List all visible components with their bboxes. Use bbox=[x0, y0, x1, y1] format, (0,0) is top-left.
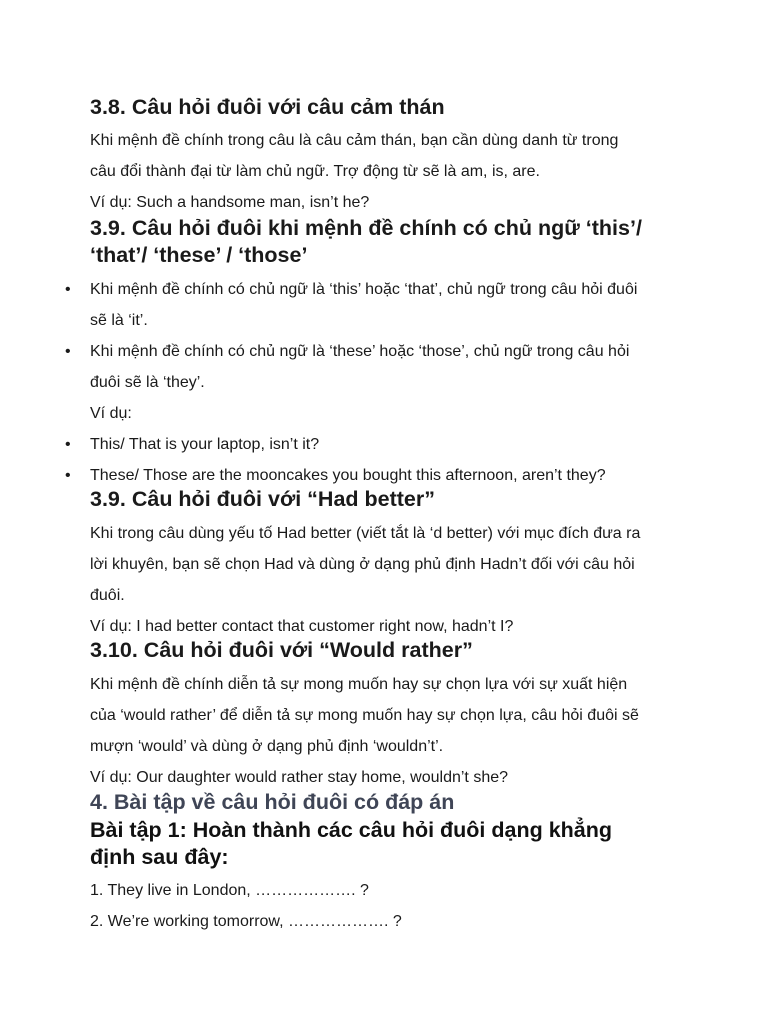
heading-4: 4. Bài tập về câu hỏi đuôi có đáp án bbox=[90, 790, 455, 814]
paragraph-had-better-line1: Khi trong câu dùng yếu tố Had better (viết tắt là ‘d better) với mục đích đưa ra bbox=[90, 525, 641, 542]
heading-3-10: 3.10. Câu hỏi đuôi với “Would rather” bbox=[90, 638, 473, 662]
example-label-3-9: Ví dụ: bbox=[90, 405, 132, 422]
paragraph-3-8-line1: Khi mệnh đề chính trong câu là câu cảm thán, bạn cần dùng danh từ trong bbox=[90, 132, 619, 149]
bullet-marker: • bbox=[65, 343, 71, 360]
exercise1-heading-line1: Bài tập 1: Hoàn thành các câu hỏi đuôi dạng khẳng bbox=[90, 818, 613, 842]
heading-3-8: 3.8. Câu hỏi đuôi với câu cảm thán bbox=[90, 95, 445, 119]
example-had-better: Ví dụ: I had better contact that customer right now, hadn’t I? bbox=[90, 618, 514, 635]
bullet1-line1: Khi mệnh đề chính có chủ ngữ là ‘this’ hoặc ‘that’, chủ ngữ trong câu hỏi đuôi bbox=[90, 281, 638, 298]
heading-3-9-this-that-line2: ‘that’/ ‘these’ / ‘those’ bbox=[90, 243, 308, 267]
paragraph-3-10-line2: của ‘would rather’ để diễn tả sự mong muốn hay sự chọn lựa, câu hỏi đuôi sẽ bbox=[90, 707, 639, 724]
bullet-marker: • bbox=[65, 436, 71, 453]
paragraph-3-8-line2: câu đổi thành đại từ làm chủ ngữ. Trợ động từ sẽ là am, is, are. bbox=[90, 163, 540, 180]
paragraph-had-better-line2: lời khuyên, bạn sẽ chọn Had và dùng ở dạng phủ định Hadn’t đối với câu hỏi bbox=[90, 556, 635, 573]
question-1: 1. They live in London, ………………. ? bbox=[90, 882, 369, 899]
paragraph-had-better-line3: đuôi. bbox=[90, 587, 125, 604]
bullet2-line2: đuôi sẽ là ‘they’. bbox=[90, 374, 205, 391]
heading-3-9-had-better: 3.9. Câu hỏi đuôi với “Had better” bbox=[90, 487, 435, 511]
example-3-8: Ví dụ: Such a handsome man, isn’t he? bbox=[90, 194, 370, 211]
example1-3-9: This/ That is your laptop, isn’t it? bbox=[90, 436, 320, 453]
heading-3-9-this-that-line1: 3.9. Câu hỏi đuôi khi mệnh đề chính có chủ ngữ ‘this’/ bbox=[90, 216, 642, 240]
bullet-marker: • bbox=[65, 467, 71, 484]
exercise1-heading-line2: định sau đây: bbox=[90, 845, 229, 869]
example-3-10: Ví dụ: Our daughter would rather stay home, wouldn’t she? bbox=[90, 769, 509, 786]
bullet1-line2: sẽ là ‘it’. bbox=[90, 312, 148, 329]
question-2: 2. We’re working tomorrow, ………………. ? bbox=[90, 913, 402, 930]
paragraph-3-10-line3: mượn ‘would’ và dùng ở dạng phủ định ‘wouldn’t’. bbox=[90, 738, 444, 755]
paragraph-3-10-line1: Khi mệnh đề chính diễn tả sự mong muốn hay sự chọn lựa với sự xuất hiện bbox=[90, 676, 628, 693]
example2-3-9: These/ Those are the mooncakes you bought this afternoon, aren’t they? bbox=[90, 467, 606, 484]
bullet2-line1: Khi mệnh đề chính có chủ ngữ là ‘these’ hoặc ‘those’, chủ ngữ trong câu hỏi bbox=[90, 343, 630, 360]
bullet-marker: • bbox=[65, 281, 71, 298]
